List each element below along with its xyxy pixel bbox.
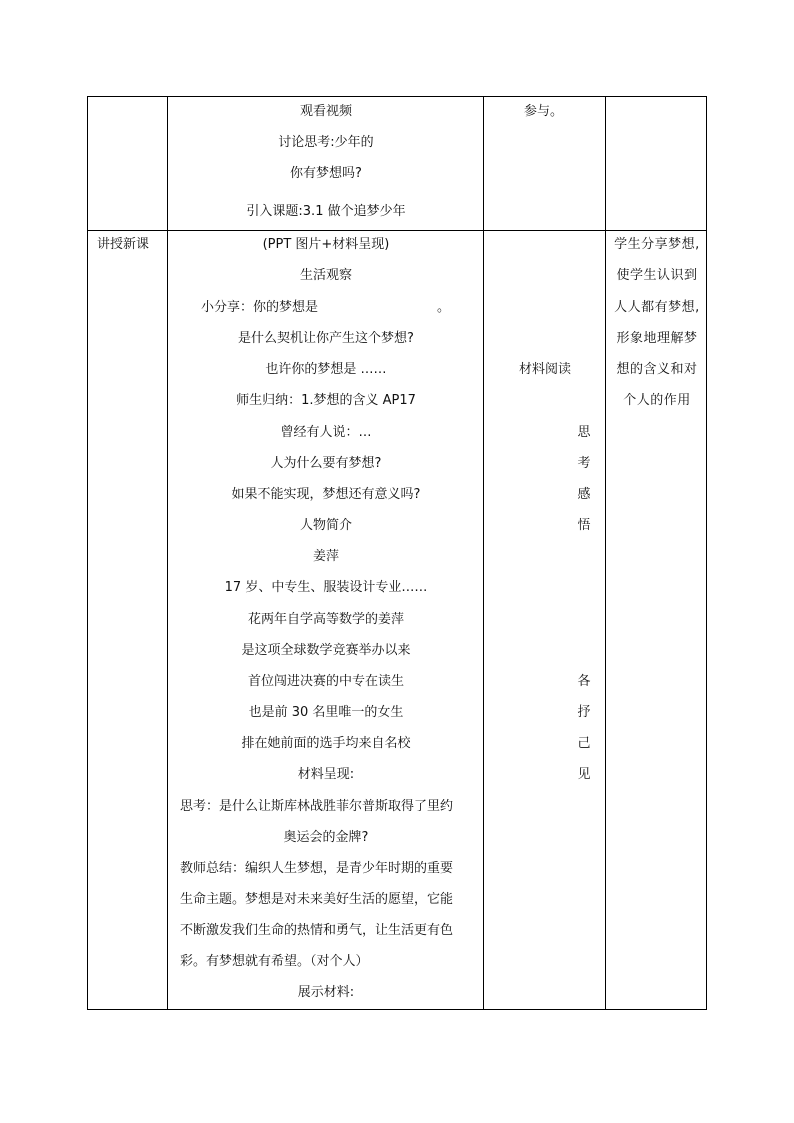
row2-col2-line-3: 小分享：你的梦想是 <box>201 300 319 315</box>
vertical-char-realize: 悟 <box>577 518 591 533</box>
vertical-char-feel: 感 <box>577 487 591 502</box>
row2-col4-line-1: 学生分享梦想, <box>614 237 700 252</box>
row2-col2-line-26: 展示材料: <box>297 985 355 1000</box>
row2-col2-line-5: 是什么契机让你产生这个梦想? <box>238 331 414 346</box>
row2-col2-line-8: 曾经有人说：… <box>280 425 372 440</box>
row-divider <box>88 230 706 231</box>
row2-col2-line-11: 人物简介 <box>299 518 352 533</box>
row2-col4-line-3: 人人都有梦想, <box>614 300 700 315</box>
row2-col2-blank-period: 。 <box>437 300 451 315</box>
vertical-char-own: 己 <box>577 736 591 751</box>
row2-col2-line-6: 也许你的梦想是 …… <box>265 362 387 377</box>
vertical-char-view: 见 <box>577 767 591 782</box>
row2-col4-line-2: 使学生认识到 <box>616 268 698 283</box>
row2-col2-line-1: (PPT 图片+材料呈现) <box>262 237 390 252</box>
vertical-char-think: 思 <box>577 425 591 440</box>
row2-col2-line-24: 不断激发我们生命的热情和勇气，让生活更有色 <box>180 923 454 938</box>
row2-col2-line-9: 人为什么要有梦想? <box>270 456 382 471</box>
row1-col2-line-1: 观看视频 <box>299 104 352 119</box>
vertical-char-express: 抒 <box>577 705 591 720</box>
row2-col2-line-13: 17 岁、中专生、服装设计专业…… <box>224 580 428 595</box>
row1-col2-line-3: 你有梦想吗? <box>290 166 362 181</box>
row2-col2-line-21: 奥运会的金牌? <box>283 830 369 845</box>
row2-col2-line-22: 教师总结：编织人生梦想，是青少年时期的重要 <box>180 861 454 876</box>
row2-col2-line-17: 也是前 30 名里唯一的女生 <box>248 705 404 720</box>
row2-col4-line-5: 想的含义和对 <box>616 362 698 377</box>
row2-col3-material-reading: 材料阅读 <box>518 362 571 377</box>
row2-col2-line-16: 首位闯进决赛的中专在读生 <box>247 674 404 689</box>
row2-col2-line-10: 如果不能实现，梦想还有意义吗? <box>231 487 421 502</box>
row2-col2-line-14: 花两年自学高等数学的姜萍 <box>247 612 404 627</box>
row2-col2-line-25: 彩。有梦想就有希望。（对个人） <box>180 954 369 969</box>
row2-col2-line-23: 生命主题。梦想是对未来美好生活的愿望，它能 <box>180 892 454 907</box>
row2-col2-line-7: 师生归纳：1.梦想的含义 AP17 <box>236 393 416 408</box>
section-label-teaching: 讲授新课 <box>97 237 150 252</box>
row2-col2-line-20: 思考：是什么让斯库林战胜菲尔普斯取得了里约 <box>180 799 454 814</box>
lesson-plan-table <box>87 96 707 1010</box>
row2-col2-line-19: 材料呈现: <box>297 767 355 782</box>
column-divider-3 <box>605 97 606 1009</box>
row2-col2-line-12: 姜萍 <box>312 549 339 564</box>
row1-col2-line-2: 讨论思考:少年的 <box>278 135 374 150</box>
row2-col4-line-6: 个人的作用 <box>623 393 691 408</box>
vertical-char-ponder: 考 <box>577 456 591 471</box>
row2-col2-line-18: 排在她前面的选手均来自名校 <box>241 736 411 751</box>
row1-col2-line-4: 引入课题:3.1 做个追梦少年 <box>246 204 406 219</box>
row2-col4-line-4: 形象地理解梦 <box>616 331 698 346</box>
vertical-char-each: 各 <box>577 674 591 689</box>
row2-col2-line-2: 生活观察 <box>299 268 352 283</box>
row2-col2-line-15: 是这项全球数学竞赛举办以来 <box>241 643 411 658</box>
row1-col3-text: 参与。 <box>524 104 564 119</box>
